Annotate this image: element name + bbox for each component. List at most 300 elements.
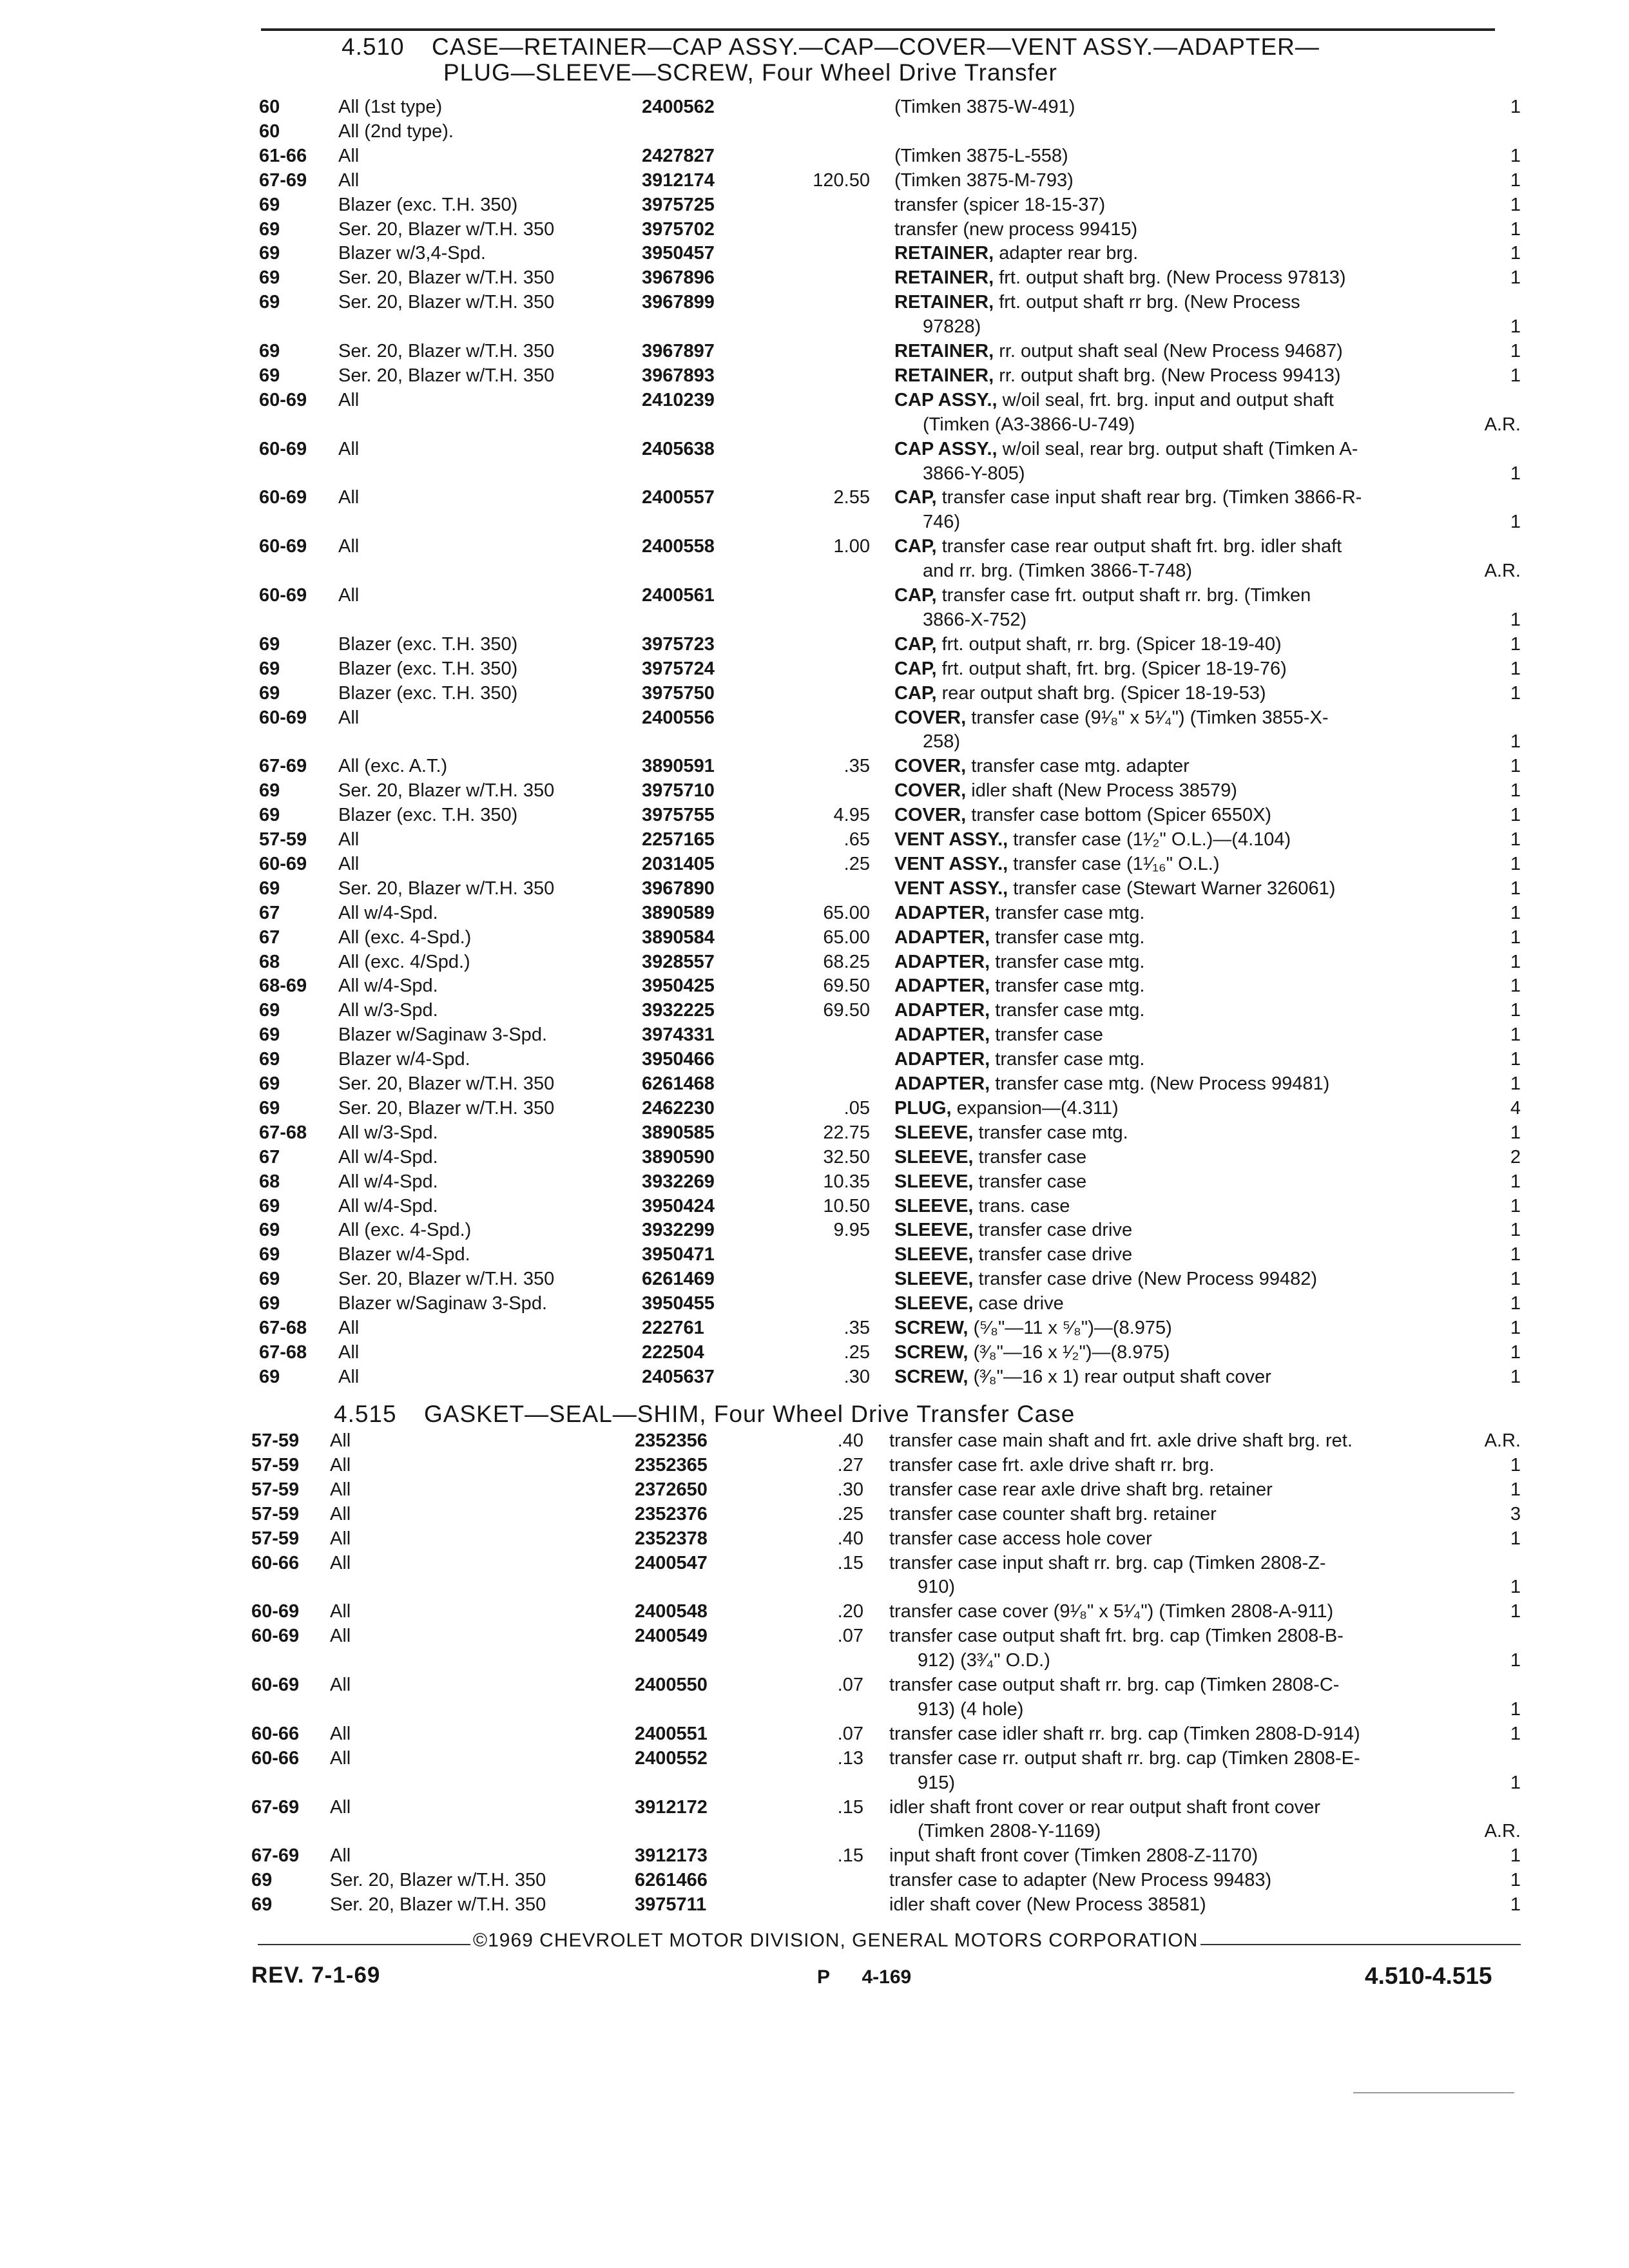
model: Ser. 20, Blazer w/T.H. 350 bbox=[338, 292, 555, 313]
price: 69.50 bbox=[823, 975, 870, 997]
year: 69 bbox=[251, 1870, 273, 1891]
quantity: 1 bbox=[1510, 902, 1521, 923]
model: All bbox=[330, 1845, 351, 1867]
section-title: GASKET—SEAL—SHIM, Four Wheel Drive Transfer Case bbox=[424, 1401, 1075, 1427]
part-number: 3975724 bbox=[642, 658, 715, 679]
model: Ser. 20, Blazer w/T.H. 350 bbox=[338, 1269, 555, 1290]
part-number: 3912172 bbox=[635, 1796, 708, 1818]
price: .30 bbox=[837, 1479, 863, 1500]
price: .25 bbox=[843, 853, 870, 874]
model: All bbox=[330, 1503, 351, 1524]
part-name: RETAINER, bbox=[894, 267, 994, 289]
year: 67-68 bbox=[259, 1318, 307, 1338]
quantity: 1 bbox=[1510, 1341, 1521, 1363]
page-number: P 4-169 bbox=[817, 1966, 912, 1988]
year: 60-69 bbox=[259, 438, 307, 459]
year: 57-59 bbox=[251, 1430, 300, 1451]
quantity: 1 bbox=[1510, 1269, 1521, 1290]
price: 69.50 bbox=[823, 1000, 870, 1021]
quantity: 1 bbox=[1510, 682, 1521, 704]
model: Blazer (exc. T.H. 350) bbox=[338, 682, 518, 704]
model: All w/3-Spd. bbox=[338, 1122, 438, 1143]
year: 60-66 bbox=[251, 1552, 300, 1573]
quantity: 1 bbox=[1510, 145, 1521, 166]
part-name: SLEEVE, bbox=[894, 1244, 974, 1265]
price: .07 bbox=[837, 1626, 863, 1647]
section-number: 4.510 bbox=[342, 34, 405, 60]
part-name: ADAPTER, bbox=[894, 1024, 990, 1046]
model: Blazer w/4-Spd. bbox=[338, 1244, 470, 1265]
year: 60-69 bbox=[259, 389, 307, 410]
part-number: 6261469 bbox=[642, 1269, 715, 1290]
price: 10.50 bbox=[823, 1195, 870, 1216]
part-number: 2400558 bbox=[642, 536, 715, 557]
part-number: 3928557 bbox=[642, 951, 715, 972]
part-name: SLEEVE, bbox=[894, 1269, 974, 1290]
model: All bbox=[338, 145, 360, 166]
model: All bbox=[338, 169, 360, 191]
price: 32.50 bbox=[823, 1146, 870, 1168]
quantity: 1 bbox=[1510, 1244, 1521, 1265]
description-continued: 915) bbox=[918, 1772, 956, 1793]
price: 2.55 bbox=[833, 487, 870, 508]
part-name: PLUG, bbox=[894, 1097, 952, 1119]
part-number: 2400549 bbox=[635, 1626, 708, 1647]
price: 65.00 bbox=[823, 902, 870, 923]
model: Ser. 20, Blazer w/T.H. 350 bbox=[338, 780, 555, 802]
model: Blazer (exc. T.H. 350) bbox=[338, 633, 518, 655]
part-name: ADAPTER, bbox=[894, 927, 990, 948]
part-number: 3975711 bbox=[635, 1894, 707, 1916]
quantity: 1 bbox=[1510, 243, 1521, 264]
part-number: 3975723 bbox=[642, 633, 715, 655]
quantity: 1 bbox=[1510, 218, 1521, 240]
quantity: 1 bbox=[1510, 1195, 1521, 1216]
year: 69 bbox=[259, 633, 280, 655]
quantity: 1 bbox=[1510, 1073, 1521, 1094]
part-number: 3932299 bbox=[642, 1220, 715, 1241]
top-rule bbox=[261, 28, 1495, 31]
part-name: VENT ASSY., bbox=[894, 878, 1008, 899]
year: 69 bbox=[259, 267, 280, 289]
price: 68.25 bbox=[823, 951, 870, 972]
model: All bbox=[338, 487, 360, 508]
price: 65.00 bbox=[823, 927, 870, 948]
description-continued: 912) (3³⁄₄" O.D.) bbox=[918, 1650, 1050, 1671]
part-name: CAP, bbox=[894, 536, 937, 557]
description-continued: (Timken (A3-3866-U-749) bbox=[923, 414, 1135, 435]
part-number: 6261468 bbox=[642, 1073, 715, 1094]
model: All bbox=[338, 853, 360, 874]
part-number: 3967899 bbox=[642, 292, 715, 313]
part-number: 2400547 bbox=[635, 1552, 708, 1573]
price: .20 bbox=[837, 1601, 863, 1622]
part-number: 2400551 bbox=[635, 1723, 708, 1744]
part-number: 222504 bbox=[642, 1341, 704, 1363]
year: 69 bbox=[259, 218, 280, 240]
quantity: 1 bbox=[1510, 780, 1521, 802]
quantity: 1 bbox=[1510, 365, 1521, 386]
model: All bbox=[338, 1366, 360, 1387]
part-number: 2400557 bbox=[642, 487, 715, 508]
year: 69 bbox=[251, 1894, 273, 1916]
year: 69 bbox=[259, 365, 280, 386]
quantity: 2 bbox=[1510, 1146, 1521, 1168]
model: Blazer (exc. T.H. 350) bbox=[338, 658, 518, 679]
quantity: 4 bbox=[1510, 1097, 1521, 1119]
model: Ser. 20, Blazer w/T.H. 350 bbox=[338, 878, 555, 899]
model: All w/4-Spd. bbox=[338, 1171, 438, 1192]
price: 4.95 bbox=[833, 805, 870, 826]
year: 69 bbox=[259, 194, 280, 215]
year: 69 bbox=[259, 1000, 280, 1021]
part-number: 3950457 bbox=[642, 243, 715, 264]
model: Blazer w/Saginaw 3-Spd. bbox=[338, 1024, 547, 1046]
part-name: ADAPTER, bbox=[894, 1000, 990, 1021]
part-number: 3912173 bbox=[635, 1845, 708, 1867]
part-name: ADAPTER, bbox=[894, 951, 990, 972]
year: 69 bbox=[259, 805, 280, 826]
year: 57-59 bbox=[251, 1528, 300, 1549]
part-number: 2352378 bbox=[635, 1528, 708, 1549]
part-number: 3950425 bbox=[642, 975, 715, 997]
part-name: SCREW, bbox=[894, 1318, 969, 1338]
part-name: ADAPTER, bbox=[894, 975, 990, 997]
model: All (exc. 4-Spd.) bbox=[338, 927, 472, 948]
price: .40 bbox=[837, 1528, 863, 1549]
quantity: 1 bbox=[1510, 1171, 1521, 1192]
quantity: 1 bbox=[1510, 267, 1521, 289]
model: Blazer (exc. T.H. 350) bbox=[338, 194, 518, 215]
section-number: 4.515 bbox=[334, 1401, 397, 1427]
part-number: 3967896 bbox=[642, 267, 715, 289]
year: 69 bbox=[259, 1269, 280, 1290]
model: All (1st type) bbox=[338, 97, 443, 117]
model: Ser. 20, Blazer w/T.H. 350 bbox=[338, 267, 555, 289]
quantity: 1 bbox=[1510, 1220, 1521, 1241]
model: Ser. 20, Blazer w/T.H. 350 bbox=[330, 1870, 546, 1891]
quantity: 1 bbox=[1510, 1601, 1521, 1622]
part-name: SLEEVE, bbox=[894, 1195, 974, 1216]
model: All bbox=[330, 1479, 351, 1500]
part-number: 2400556 bbox=[642, 707, 715, 728]
year: 67 bbox=[259, 927, 280, 948]
quantity: 1 bbox=[1510, 194, 1521, 215]
model: All bbox=[330, 1601, 351, 1622]
price: .65 bbox=[843, 829, 870, 850]
part-number: 2031405 bbox=[642, 853, 715, 874]
part-name: COVER, bbox=[894, 805, 967, 826]
price: 9.95 bbox=[833, 1220, 870, 1241]
year: 60-69 bbox=[251, 1626, 300, 1647]
year: 67 bbox=[259, 1146, 280, 1168]
part-name: CAP, bbox=[894, 487, 937, 508]
part-name: CAP ASSY., bbox=[894, 389, 998, 410]
quantity: 1 bbox=[1510, 975, 1521, 997]
price: .07 bbox=[837, 1675, 863, 1695]
quantity: 1 bbox=[1510, 1293, 1521, 1314]
part-name: SLEEVE, bbox=[894, 1171, 974, 1192]
quantity: 1 bbox=[1510, 1650, 1521, 1671]
price: .30 bbox=[843, 1366, 870, 1387]
price: .15 bbox=[837, 1552, 863, 1573]
year: 60-69 bbox=[259, 536, 307, 557]
description-continued: 258) bbox=[923, 731, 961, 753]
price: .35 bbox=[843, 1318, 870, 1338]
quantity: 1 bbox=[1510, 341, 1521, 361]
section-range: 4.510-4.515 bbox=[1365, 1963, 1492, 1989]
year: 69 bbox=[259, 292, 280, 313]
model: All bbox=[330, 1430, 351, 1451]
quantity: 1 bbox=[1510, 1845, 1521, 1867]
part-number: 222761 bbox=[642, 1318, 704, 1338]
model: All (exc. A.T.) bbox=[338, 756, 448, 777]
model: All bbox=[330, 1675, 351, 1695]
part-number: 3890591 bbox=[642, 756, 715, 777]
model: All bbox=[338, 585, 360, 606]
price: 1.00 bbox=[833, 536, 870, 557]
model: All bbox=[330, 1747, 351, 1769]
revision-date: REV. 7-1-69 bbox=[251, 1963, 381, 1988]
price: .07 bbox=[837, 1723, 863, 1744]
price: .40 bbox=[837, 1430, 863, 1451]
copyright-text: ©1969 CHEVROLET MOTOR DIVISION, GENERAL MOTORS CORPORATION bbox=[470, 1930, 1200, 1952]
year: 67-69 bbox=[251, 1845, 300, 1867]
model: All w/4-Spd. bbox=[338, 1195, 438, 1216]
quantity: 1 bbox=[1510, 1318, 1521, 1338]
year: 60-69 bbox=[251, 1675, 300, 1695]
price: .15 bbox=[837, 1845, 863, 1867]
price: 10.35 bbox=[823, 1171, 870, 1192]
quantity: 1 bbox=[1510, 1122, 1521, 1143]
year: 69 bbox=[259, 341, 280, 361]
quantity: A.R. bbox=[1484, 1430, 1521, 1451]
description-continued: 910) bbox=[918, 1577, 956, 1598]
year: 61-66 bbox=[259, 145, 307, 166]
quantity: 1 bbox=[1510, 1528, 1521, 1549]
year: 67-69 bbox=[259, 169, 307, 191]
year: 69 bbox=[259, 780, 280, 802]
model: All bbox=[338, 389, 360, 410]
part-number: 2400552 bbox=[635, 1747, 708, 1769]
part-number: 3890589 bbox=[642, 902, 715, 923]
part-name: ADAPTER, bbox=[894, 902, 990, 923]
year: 69 bbox=[259, 1049, 280, 1070]
model: All w/3-Spd. bbox=[338, 1000, 438, 1021]
part-number: 2372650 bbox=[635, 1479, 708, 1500]
price: .35 bbox=[843, 756, 870, 777]
quantity: A.R. bbox=[1484, 414, 1521, 435]
quantity: 1 bbox=[1510, 1049, 1521, 1070]
model: All (2nd type). bbox=[338, 120, 454, 142]
section-heading-4515 bbox=[334, 1401, 1075, 1428]
part-number: 3890584 bbox=[642, 927, 715, 948]
part-name: RETAINER, bbox=[894, 243, 994, 264]
quantity: 1 bbox=[1510, 1698, 1521, 1720]
description-continued: 746) bbox=[923, 512, 961, 533]
year: 69 bbox=[259, 1293, 280, 1314]
year: 69 bbox=[259, 1220, 280, 1241]
part-number: 3967897 bbox=[642, 341, 715, 361]
part-number: 3890585 bbox=[642, 1122, 715, 1143]
part-number: 3950466 bbox=[642, 1049, 715, 1070]
model: All bbox=[338, 536, 360, 557]
model: Ser. 20, Blazer w/T.H. 350 bbox=[338, 1073, 555, 1094]
description-continued: 97828) bbox=[923, 316, 981, 338]
part-number: 3950471 bbox=[642, 1244, 715, 1265]
part-number: 3932269 bbox=[642, 1171, 715, 1192]
part-number: 2400548 bbox=[635, 1601, 708, 1622]
model: All bbox=[338, 1318, 360, 1338]
model: All w/4-Spd. bbox=[338, 902, 438, 923]
part-number: 3950455 bbox=[642, 1293, 715, 1314]
year: 68 bbox=[259, 1171, 280, 1192]
part-number: 2405638 bbox=[642, 438, 715, 459]
quantity: 1 bbox=[1510, 1894, 1521, 1916]
model: All (exc. 4/Spd.) bbox=[338, 951, 470, 972]
model: All bbox=[338, 707, 360, 728]
part-name: ADAPTER, bbox=[894, 1073, 990, 1094]
description-continued: and rr. brg. (Timken 3866-T-748) bbox=[923, 561, 1192, 582]
model: All (exc. 4-Spd.) bbox=[338, 1220, 472, 1241]
part-name: SCREW, bbox=[894, 1341, 969, 1363]
model: Blazer w/4-Spd. bbox=[338, 1049, 470, 1070]
price: .13 bbox=[837, 1747, 863, 1769]
part-number: 3975710 bbox=[642, 780, 715, 802]
model: All bbox=[330, 1454, 351, 1475]
part-number: 3967893 bbox=[642, 365, 715, 386]
part-name: COVER, bbox=[894, 756, 967, 777]
part-name: COVER, bbox=[894, 707, 967, 728]
price: 22.75 bbox=[823, 1122, 870, 1143]
quantity: 1 bbox=[1510, 609, 1521, 630]
year: 67-68 bbox=[259, 1341, 307, 1363]
year: 69 bbox=[259, 1244, 280, 1265]
part-number: 3912174 bbox=[642, 169, 715, 191]
year: 69 bbox=[259, 1097, 280, 1119]
part-number: 3975755 bbox=[642, 805, 715, 826]
model: Ser. 20, Blazer w/T.H. 350 bbox=[338, 218, 555, 240]
part-number: 2405637 bbox=[642, 1366, 715, 1387]
description-continued: (Timken 2808-Y-1169) bbox=[918, 1821, 1101, 1842]
quantity: 1 bbox=[1510, 463, 1521, 484]
part-name: VENT ASSY., bbox=[894, 829, 1008, 850]
part-number: 3967890 bbox=[642, 878, 715, 899]
year: 69 bbox=[259, 878, 280, 899]
part-name: CAP, bbox=[894, 585, 937, 606]
quantity: 1 bbox=[1510, 1000, 1521, 1021]
part-number: 3975750 bbox=[642, 682, 715, 704]
part-number: 2352365 bbox=[635, 1454, 708, 1475]
year: 60 bbox=[259, 120, 280, 142]
quantity: 1 bbox=[1510, 878, 1521, 899]
model: All bbox=[330, 1626, 351, 1647]
part-number: 3890590 bbox=[642, 1146, 715, 1168]
model: All bbox=[338, 1341, 360, 1363]
quantity: 1 bbox=[1510, 951, 1521, 972]
section-heading-4510 bbox=[342, 34, 1320, 61]
model: All bbox=[330, 1723, 351, 1744]
quantity: 3 bbox=[1510, 1503, 1521, 1524]
part-name: SLEEVE, bbox=[894, 1122, 974, 1143]
part-number: 2427827 bbox=[642, 145, 715, 166]
year: 57-59 bbox=[251, 1503, 300, 1524]
price: .05 bbox=[843, 1097, 870, 1119]
year: 60-69 bbox=[259, 707, 307, 728]
year: 69 bbox=[259, 1073, 280, 1094]
part-number: 2400550 bbox=[635, 1675, 708, 1695]
year: 57-59 bbox=[251, 1454, 300, 1475]
part-number: 2400562 bbox=[642, 97, 715, 117]
part-number: 3932225 bbox=[642, 1000, 715, 1021]
model: Blazer w/Saginaw 3-Spd. bbox=[338, 1293, 547, 1314]
scan-mark bbox=[1353, 2092, 1514, 2093]
price: .27 bbox=[837, 1454, 863, 1475]
part-name: COVER, bbox=[894, 780, 967, 802]
part-number: 2352356 bbox=[635, 1430, 708, 1451]
section-title-line2: PLUG—SLEEVE—SCREW, Four Wheel Drive Transfer bbox=[443, 59, 1057, 86]
part-name: SLEEVE, bbox=[894, 1146, 974, 1168]
quantity: 1 bbox=[1510, 169, 1521, 191]
part-name: CAP, bbox=[894, 658, 937, 679]
model: All w/4-Spd. bbox=[338, 975, 438, 997]
year: 60-69 bbox=[259, 585, 307, 606]
year: 60-69 bbox=[259, 487, 307, 508]
part-number: 2410239 bbox=[642, 389, 715, 410]
part-name: RETAINER, bbox=[894, 341, 994, 361]
year: 67-69 bbox=[251, 1796, 300, 1818]
part-number: 3975725 bbox=[642, 194, 715, 215]
quantity: 1 bbox=[1510, 1366, 1521, 1387]
year: 69 bbox=[259, 658, 280, 679]
price: .25 bbox=[837, 1503, 863, 1524]
quantity: 1 bbox=[1510, 1870, 1521, 1891]
quantity: 1 bbox=[1510, 97, 1521, 117]
model: All bbox=[338, 829, 360, 850]
part-number: 3974331 bbox=[642, 1024, 715, 1046]
year: 60 bbox=[259, 97, 280, 117]
year: 67-69 bbox=[259, 756, 307, 777]
description-continued: 3866-Y-805) bbox=[923, 463, 1025, 484]
part-name: CAP ASSY., bbox=[894, 438, 998, 459]
quantity: 1 bbox=[1510, 853, 1521, 874]
part-name: SLEEVE, bbox=[894, 1220, 974, 1241]
price: .15 bbox=[837, 1796, 863, 1818]
model: All bbox=[330, 1528, 351, 1549]
year: 69 bbox=[259, 243, 280, 264]
part-number: 2352376 bbox=[635, 1503, 708, 1524]
year: 60-66 bbox=[251, 1723, 300, 1744]
part-number: 6261466 bbox=[635, 1870, 708, 1891]
part-name: CAP, bbox=[894, 633, 937, 655]
description-continued: 3866-X-752) bbox=[923, 609, 1027, 630]
part-name: CAP, bbox=[894, 682, 937, 704]
quantity: 1 bbox=[1510, 829, 1521, 850]
year: 60-69 bbox=[259, 853, 307, 874]
quantity: 1 bbox=[1510, 1454, 1521, 1475]
quantity: 1 bbox=[1510, 1772, 1521, 1793]
part-number: 3950424 bbox=[642, 1195, 715, 1216]
quantity: 1 bbox=[1510, 731, 1521, 753]
part-name: VENT ASSY., bbox=[894, 853, 1008, 874]
part-number: 2462230 bbox=[642, 1097, 715, 1119]
year: 68 bbox=[259, 951, 280, 972]
quantity: 1 bbox=[1510, 316, 1521, 338]
quantity: 1 bbox=[1510, 1479, 1521, 1500]
part-name: SCREW, bbox=[894, 1366, 969, 1387]
description-continued: 913) (4 hole) bbox=[918, 1698, 1024, 1720]
price: 120.50 bbox=[813, 169, 870, 191]
